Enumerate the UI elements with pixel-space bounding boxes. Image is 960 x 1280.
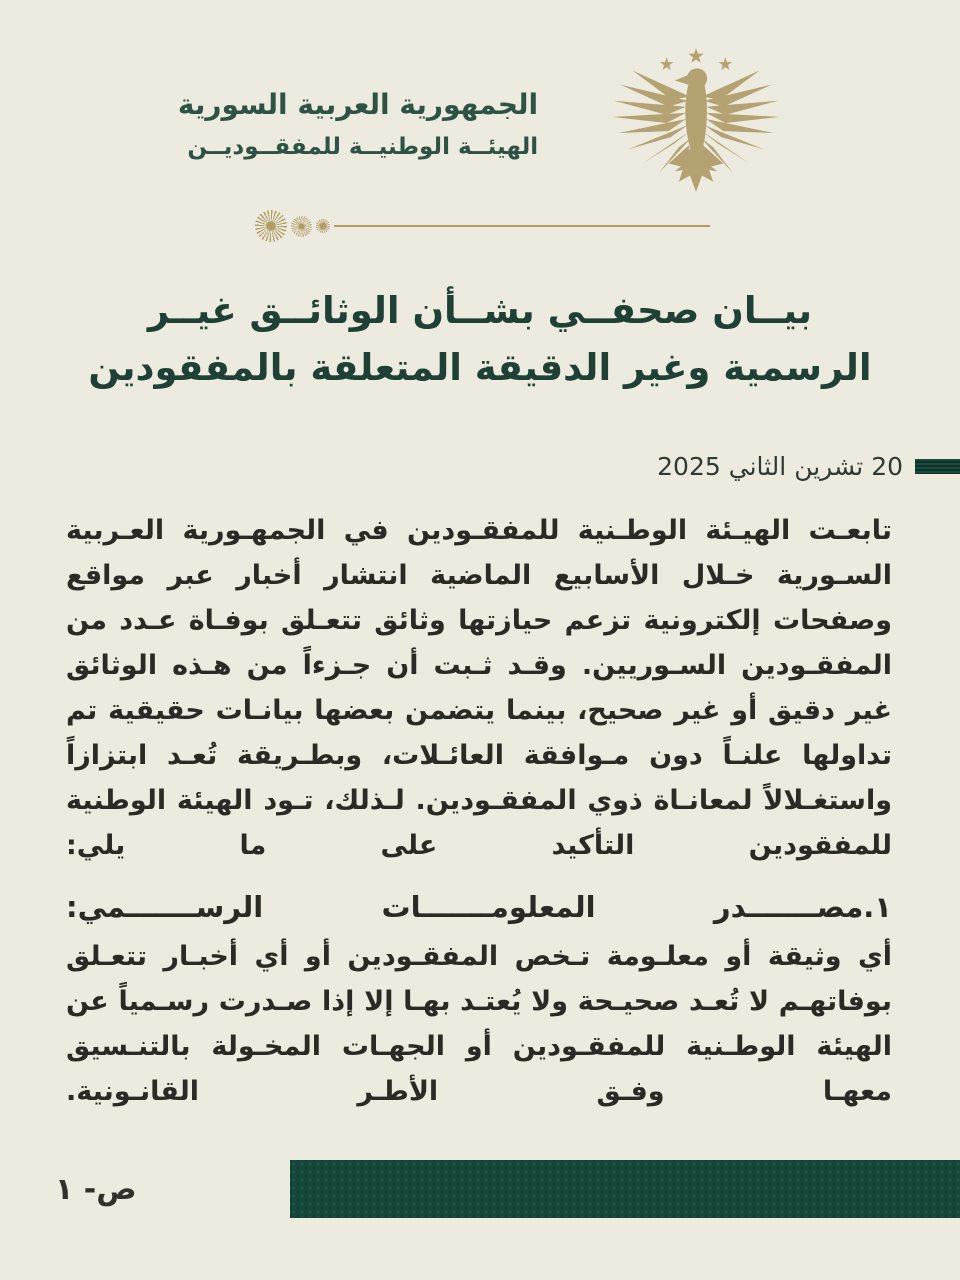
page-number-label: ص- ١: [55, 1171, 137, 1207]
ornamental-divider: [255, 209, 710, 243]
statement-body: [66, 508, 892, 1114]
date-marker-bar: [915, 459, 960, 474]
republic-name: الجمهورية العربية السورية: [177, 88, 539, 121]
sunburst-ornament-small-icon: [316, 219, 330, 233]
commission-name: الهيئــة الوطنيــة للمفقــوديــن: [187, 134, 539, 160]
sunburst-ornament-large-icon: [255, 210, 287, 242]
footer-pattern-band: [290, 1160, 960, 1218]
section-1-heading: ١.مصـــــــدر المعلومـــــــات الرســـــــمي:: [66, 890, 892, 924]
statement-title-line1: بيــان صحفــي بشــأن الوثائــق غيــر: [147, 289, 813, 332]
star-icon: [719, 57, 733, 70]
statement-title: [80, 282, 880, 396]
organization-name-block: [178, 82, 538, 166]
statement-date: 20 تشرين الثاني 2025: [657, 452, 903, 481]
body-paragraph-1: تابعـت الهيـئة الوطـنية للمفقـودين في الجمهـورية العـربية السـورية خـلال الأسابيع الماضية انتشار أخبار عبر مواقع وصفحات إلكترونية تزعم حيازتها وثائق تتعـلق بوفـاة عـدد من المفقـودين السـوريين. وقـد ثـبت أن جـزءاً من هـذه الوثائق غير دقيق أو غير صحيح، بينما يتضمن بعضها بيانـات حقيقية تم تداولها علنـاً دون مـوافقة العائـلات، وبطـريقة تُعـد ابتزازاً واستغـلالاً لمعانـاة ذوي المفقـودين. لـذلك، تـود الهيئة الوطنية للمفقودين التأكيد على ما يلي:: [66, 515, 892, 861]
divider-rule: [334, 225, 710, 227]
star-icon: [660, 57, 674, 70]
document-footer: [0, 1160, 960, 1218]
star-icon: [688, 48, 703, 63]
eagle-emblem-icon: [610, 48, 782, 200]
sunburst-ornament-medium-icon: [291, 216, 312, 237]
date-row: [0, 452, 960, 481]
document-header: [0, 48, 960, 200]
body-paragraph-2: أي وثيقة أو معلـومة تـخص المفقـودين أو أي أخبـار تتعـلق بوفاتهـم لا تُعـد صحيـحة ولا يُعتـد بهـا إلا إذا صـدرت رسـمياً عن الهيئة الوطـنية للمفقـودين أو الجهـات المخـولة بالتنـسيق معهـا وفـق الأطـر القانـونية.: [66, 941, 892, 1107]
statement-title-line2: الرسمية وغير الدقيقة المتعلقة بالمفقودين: [88, 346, 872, 389]
